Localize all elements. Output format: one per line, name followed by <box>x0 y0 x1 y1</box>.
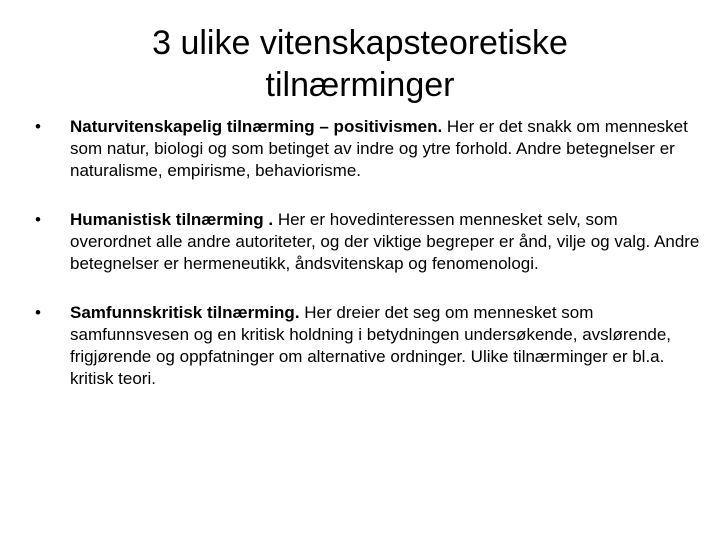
bullet-text: Her er det snakk om mennesket som natur, biologi og som betinget av indre og ytre forhold. Andre betegnelser er naturalisme, empirisme, behaviorisme. <box>70 117 688 180</box>
bullet-icon: • <box>35 303 41 322</box>
bullet-list <box>30 116 700 417</box>
bullet-item-naturvitenskapelig <box>30 116 700 182</box>
bullet-heading: Samfunnskritisk tilnærming. <box>70 303 300 322</box>
bullet-text: Her er hovedinteressen mennesket selv, som overordnet alle andre autoriteter, og der viktige begreper er ånd, vilje og valg. Andre betegnelser er hermeneutikk, åndsvitenskap og fenomenologi. <box>70 210 700 273</box>
title-line-2: tilnærminger <box>265 66 455 104</box>
bullet-text: Her dreier det seg om mennesket som samfunnsvesen og en kritisk holdning i betydningen undersøkende, avslørende, frigjørende og oppfatninger om alternative ordninger. Ulike tilnærminger er bl.a. kritisk teori. <box>70 303 672 388</box>
bullet-item-humanistisk <box>30 209 700 275</box>
bullet-item-samfunnskritisk <box>30 302 700 390</box>
bullet-icon: • <box>35 117 41 136</box>
bullet-icon: • <box>35 210 41 229</box>
bullet-heading: Naturvitenskapelig tilnærming – positivismen. <box>70 117 443 136</box>
title-line-1: 3 ulike vitenskapsteoretiske <box>152 24 568 62</box>
slide-title <box>0 22 720 106</box>
bullet-heading: Humanistisk tilnærming . <box>70 210 274 229</box>
